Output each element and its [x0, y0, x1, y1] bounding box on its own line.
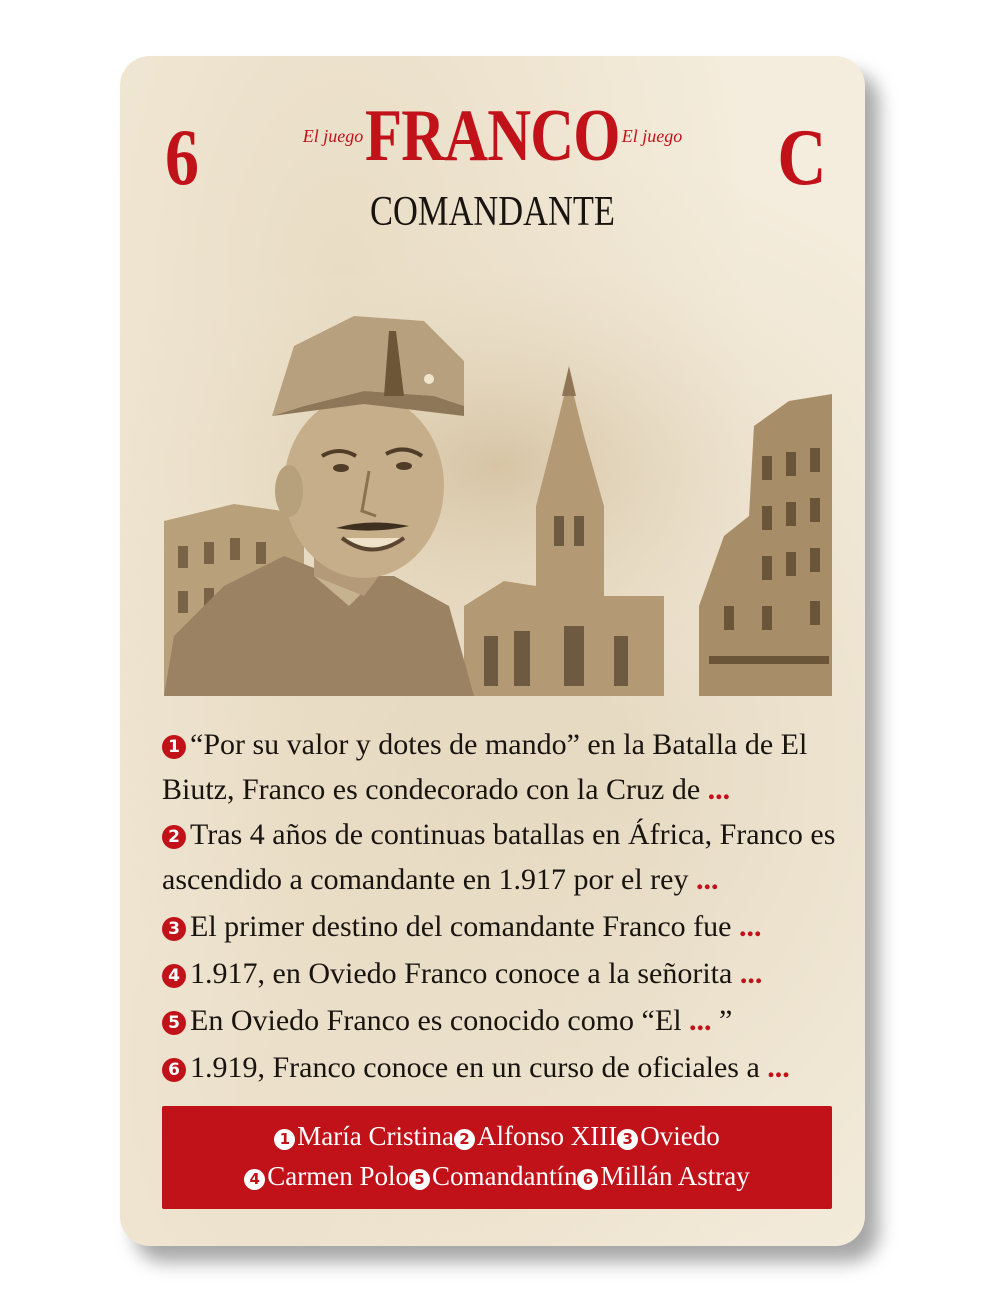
number-badge-icon: 2: [162, 825, 186, 849]
answer-text: Carmen Polo: [267, 1161, 409, 1191]
number-badge-icon: 5: [162, 1011, 186, 1035]
card-subtitle: COMANDANTE: [370, 189, 615, 235]
blank-dots: ...: [707, 773, 731, 806]
number-badge-icon: 5: [409, 1169, 430, 1190]
sepia-portrait-image: [164, 276, 832, 696]
number-badge-icon: 4: [162, 964, 186, 988]
question-text: 1.917, en Oviedo Franco conoce a la señorita: [190, 957, 733, 990]
playing-card: [120, 56, 865, 1246]
number-badge-icon: 3: [617, 1129, 638, 1150]
card-letter: C: [777, 114, 827, 202]
number-badge-icon: 4: [244, 1169, 265, 1190]
blank-dots: ...: [767, 1051, 790, 1084]
number-badge-icon: 6: [577, 1169, 598, 1190]
question-item: [162, 812, 842, 902]
question-text: En Oviedo Franco es conocido como “El: [190, 1004, 682, 1037]
question-text: “Por su valor y dotes de mando” en la Batalla de El Biutz, Franco es condecorado con la Cruz de: [162, 728, 808, 806]
number-badge-icon: 3: [162, 917, 186, 941]
number-badge-icon: 1: [274, 1129, 295, 1150]
blank-dots: ...: [689, 1004, 712, 1037]
answer-text: Comandantín: [432, 1161, 578, 1191]
question-text: Tras 4 años de continuas batallas en África, Franco es ascendido a comandante en 1.917 por el rey: [162, 818, 836, 896]
blank-dots: ...: [738, 910, 762, 943]
card-title: FRANCO: [365, 95, 620, 177]
question-item: [162, 904, 842, 949]
question-text: El primer destino del comandante Franco fue: [190, 910, 732, 943]
question-item: [162, 951, 842, 996]
answer-row: [162, 1116, 832, 1156]
question-item: [162, 998, 842, 1043]
title-row: [120, 94, 865, 179]
question-text: 1.919, Franco conoce en un curso de oficiales a: [190, 1051, 760, 1084]
answer-text: María Cristina: [297, 1121, 454, 1151]
question-item: [162, 1045, 842, 1090]
card-number: 6: [165, 114, 199, 202]
number-badge-icon: 1: [162, 735, 186, 759]
answer-text: Oviedo: [640, 1121, 720, 1151]
answer-row: [162, 1156, 832, 1196]
answer-text: Alfonso XIII: [477, 1121, 618, 1151]
brand-mark-right: El juego: [621, 126, 683, 146]
brand-mark-left: El juego: [302, 126, 364, 146]
blank-dots: ...: [739, 957, 763, 990]
question-text-end: ”: [711, 1004, 733, 1037]
number-badge-icon: 2: [454, 1129, 475, 1150]
answer-text: Millán Astray: [600, 1161, 750, 1191]
question-list: [162, 722, 842, 1090]
answer-box: [162, 1106, 832, 1209]
number-badge-icon: 6: [162, 1058, 186, 1082]
blank-dots: ...: [695, 863, 719, 896]
question-item: [162, 722, 842, 812]
